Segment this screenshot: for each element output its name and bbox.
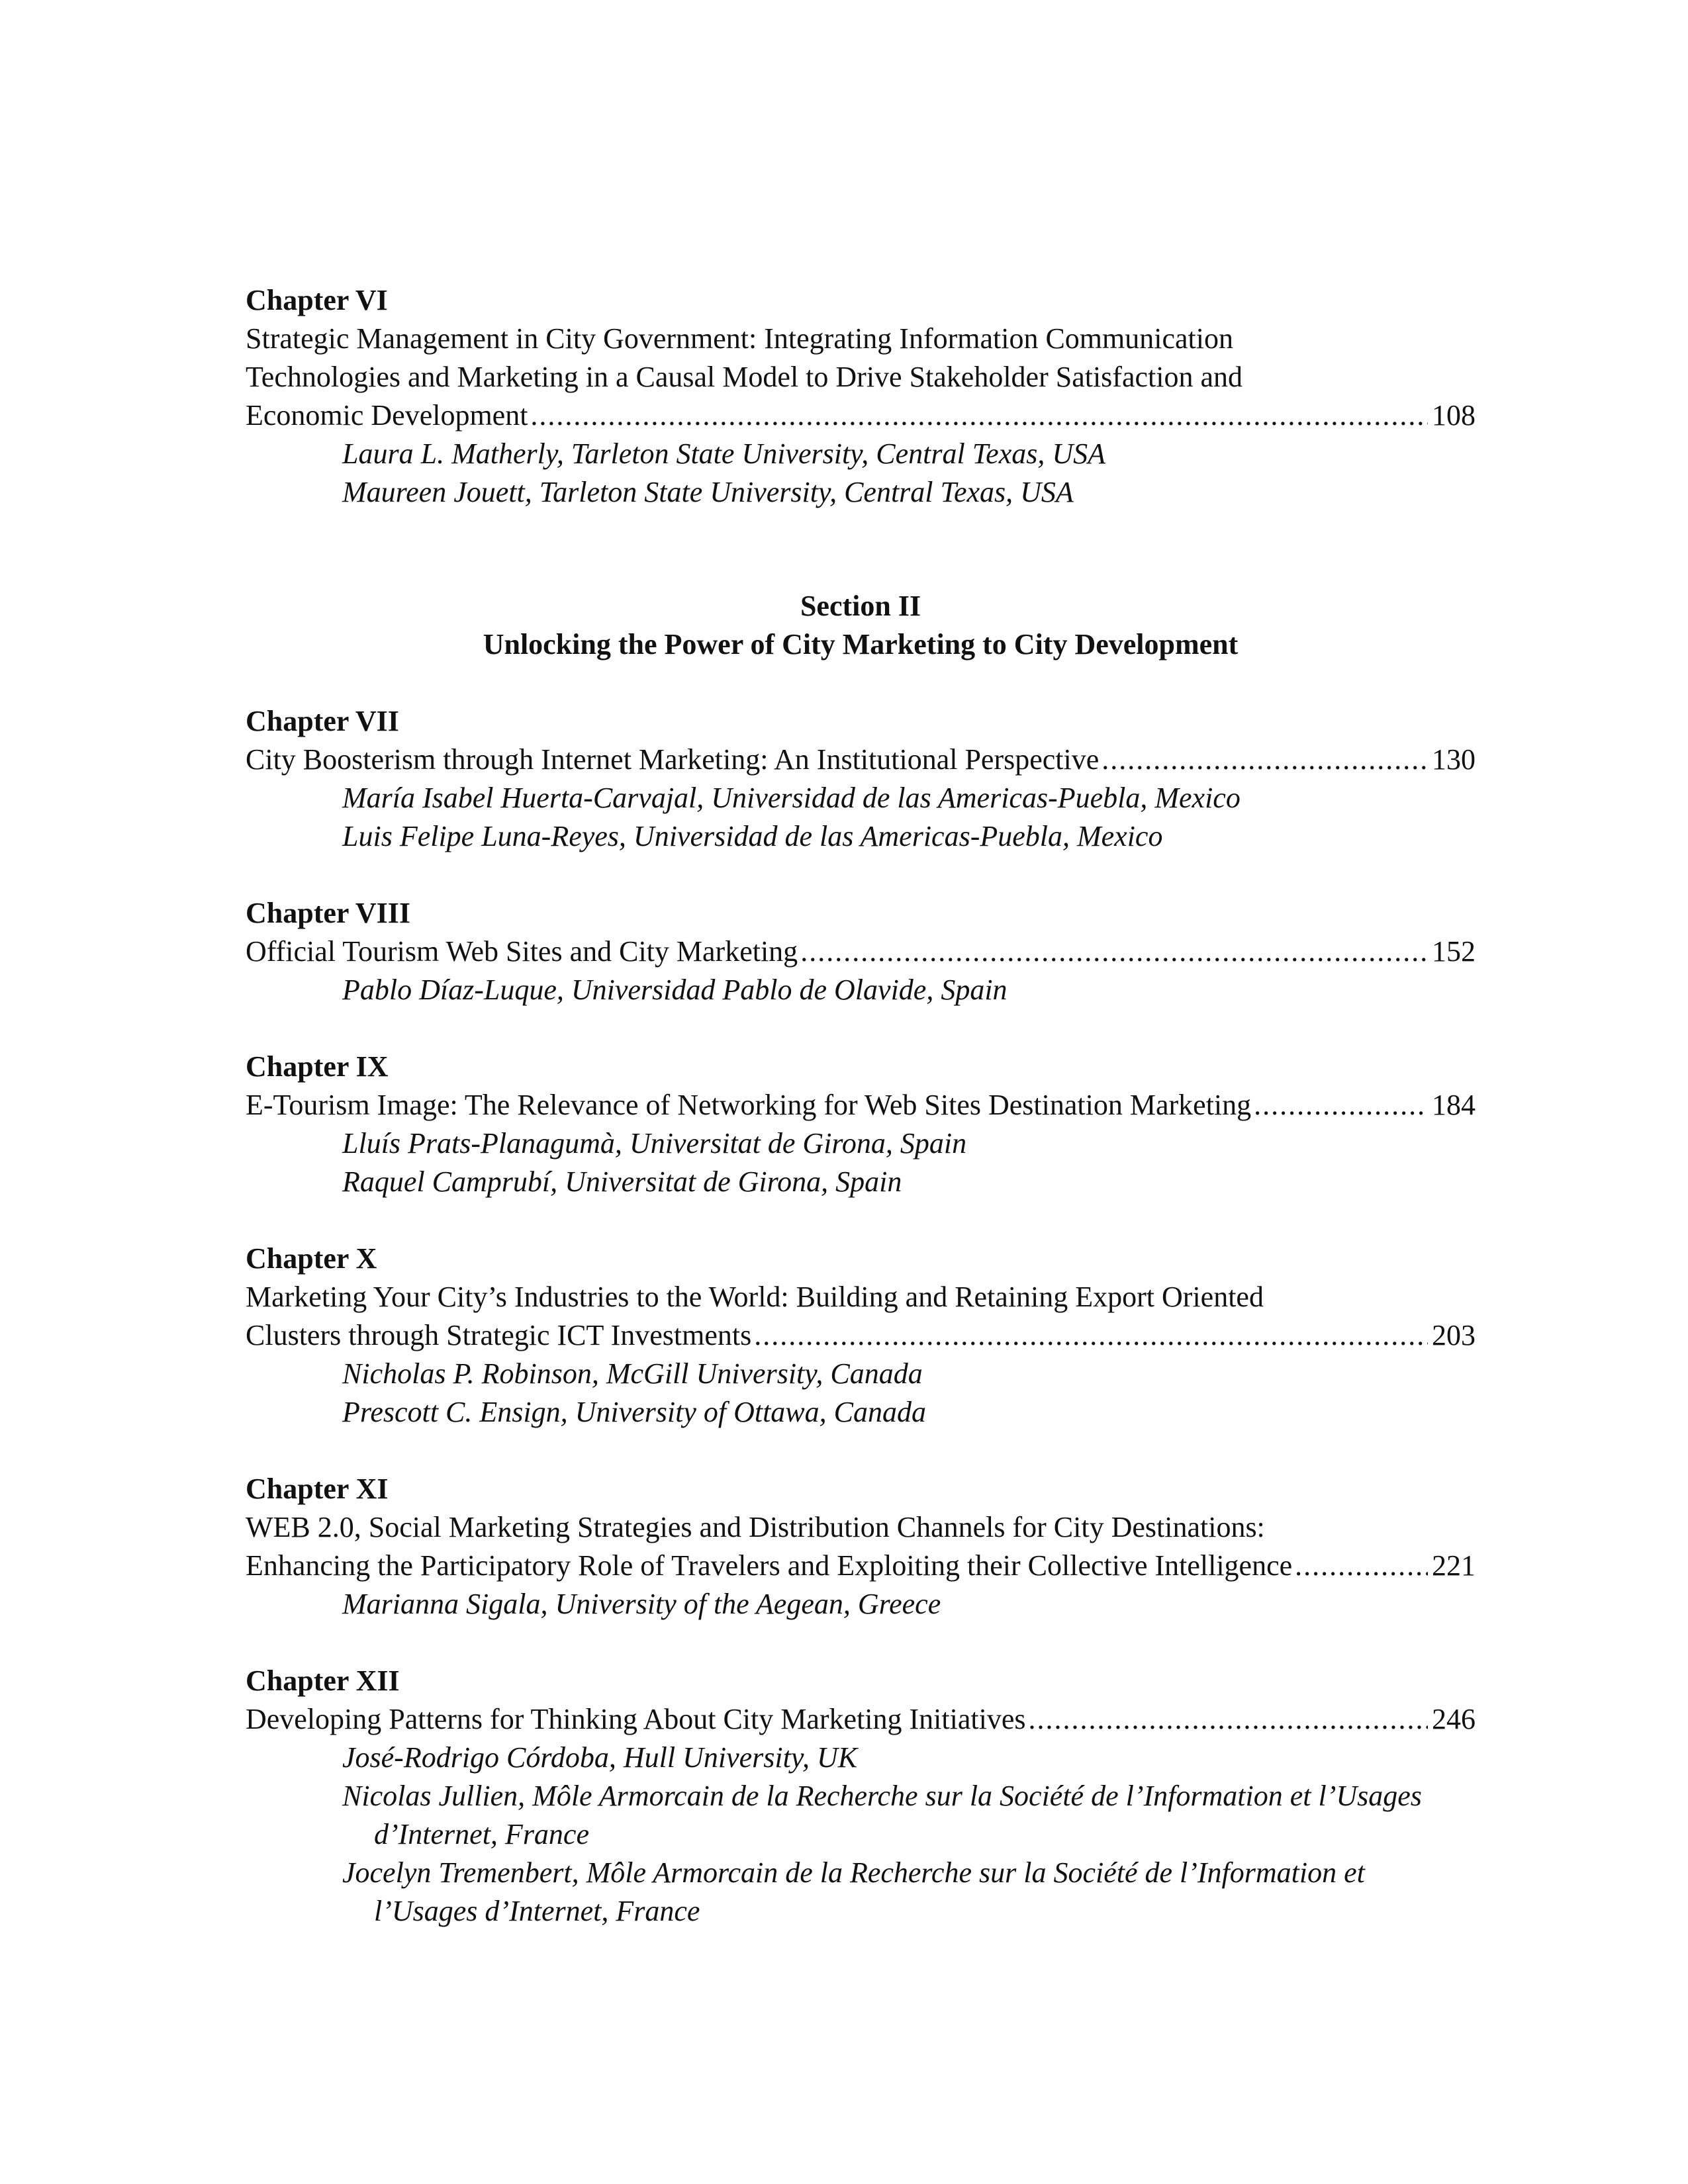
page-number: 130 [1432, 743, 1476, 776]
chapter-label: Chapter VI [246, 284, 388, 316]
chapter-author: Raquel Camprubí, Universitat de Girona, Spain [342, 1165, 902, 1198]
page-number: 203 [1432, 1319, 1476, 1351]
spacer [246, 1432, 1476, 1470]
spacer [246, 1201, 1476, 1240]
chapter-author: Prescott C. Ensign, University of Ottawa, Canada [342, 1396, 926, 1428]
toc-entry-chapter-x [246, 1240, 1476, 1432]
chapter-title-leader-row[interactable] [246, 1316, 1476, 1355]
chapter-label: Chapter VIII [246, 897, 410, 929]
section-heading [246, 587, 1476, 664]
chapter-author: Luis Felipe Luna-Reyes, Universidad de las Americas-Puebla, Mexico [342, 820, 1163, 852]
chapter-title-leader-row[interactable] [246, 1700, 1476, 1739]
chapter-title-leader-row[interactable] [246, 741, 1476, 779]
dot-leader [754, 1316, 1428, 1355]
chapter-label: Chapter XII [246, 1664, 400, 1697]
toc-page [246, 281, 1476, 1931]
chapter-author-wrapped [246, 1854, 1476, 1931]
chapter-author-wrapped [246, 1777, 1476, 1854]
dot-leader [530, 396, 1428, 435]
toc-entry-chapter-vi [246, 281, 1476, 512]
spacer [246, 1623, 1476, 1662]
toc-entry-chapter-vii [246, 702, 1476, 856]
spacer [246, 856, 1476, 894]
chapter-author: María Isabel Huerta-Carvajal, Universidad de las Americas-Puebla, Mexico [342, 782, 1241, 814]
chapter-label: Chapter X [246, 1242, 377, 1275]
chapter-author: Lluís Prats-Planagumà, Universitat de Girona, Spain [342, 1127, 967, 1160]
spacer [246, 1009, 1476, 1048]
page-number: 184 [1432, 1089, 1476, 1121]
chapter-title-line: Clusters through Strategic ICT Investments [246, 1319, 752, 1351]
toc-entry-chapter-xi [246, 1470, 1476, 1623]
toc-entry-chapter-viii [246, 894, 1476, 1009]
chapter-author: Maureen Jouett, Tarleton State University, Central Texas, USA [342, 476, 1074, 508]
chapter-label: Chapter XI [246, 1473, 389, 1505]
dot-leader [1254, 1086, 1428, 1124]
chapter-author-line: Nicolas Jullien, Môle Armorcain de la Recherche sur la Société de l’Information et l’Usages [342, 1780, 1422, 1812]
chapter-label: Chapter IX [246, 1050, 389, 1083]
chapter-author: Marianna Sigala, University of the Aegean, Greece [342, 1588, 941, 1620]
chapter-author-continuation: l’Usages d’Internet, France [374, 1895, 700, 1927]
chapter-title-line: E-Tourism Image: The Relevance of Networking for Web Sites Destination Marketing [246, 1089, 1252, 1121]
chapter-title-leader-row[interactable] [246, 396, 1476, 435]
dot-leader [1028, 1700, 1428, 1739]
toc-entry-chapter-xii [246, 1662, 1476, 1931]
chapter-title-line: Official Tourism Web Sites and City Marketing [246, 935, 798, 968]
chapter-author: Nicholas P. Robinson, McGill University, Canada [342, 1357, 923, 1390]
section-label: Section II [800, 590, 921, 622]
chapter-title-line: Developing Patterns for Thinking About City Marketing Initiatives [246, 1703, 1026, 1735]
chapter-label: Chapter VII [246, 705, 399, 737]
chapter-author: Pablo Díaz-Luque, Universidad Pablo de Olavide, Spain [342, 974, 1008, 1006]
chapter-author-continuation: d’Internet, France [374, 1818, 589, 1850]
chapter-author: Laura L. Matherly, Tarleton State University, Central Texas, USA [342, 437, 1106, 470]
chapter-title-leader-row[interactable] [246, 1086, 1476, 1124]
dot-leader [1102, 741, 1428, 779]
chapter-title-line: City Boosterism through Internet Marketing: An Institutional Perspective [246, 743, 1100, 776]
dot-leader [1295, 1547, 1428, 1585]
chapter-title-leader-row[interactable] [246, 933, 1476, 971]
chapter-title-line: Marketing Your City’s Industries to the World: Building and Retaining Export Oriented [246, 1281, 1264, 1313]
chapter-title-line: WEB 2.0, Social Marketing Strategies and Distribution Channels for City Destinations: [246, 1511, 1265, 1543]
chapter-author-line: Jocelyn Tremenbert, Môle Armorcain de la Recherche sur la Société de l’Information et [342, 1856, 1365, 1889]
chapter-title-line: Strategic Management in City Government: Integrating Information Communication [246, 322, 1233, 355]
page-number: 246 [1432, 1703, 1476, 1735]
page-number: 108 [1432, 399, 1476, 432]
chapter-title-line: Economic Development [246, 399, 528, 432]
chapter-title-leader-row[interactable] [246, 1547, 1476, 1585]
dot-leader [800, 933, 1428, 971]
section-title: Unlocking the Power of City Marketing to City Development [483, 628, 1239, 660]
toc-entry-chapter-ix [246, 1048, 1476, 1201]
chapter-title-line: Technologies and Marketing in a Causal Model to Drive Stakeholder Satisfaction and [246, 361, 1243, 393]
page-number: 152 [1432, 935, 1476, 968]
chapter-title-line: Enhancing the Participatory Role of Travelers and Exploiting their Collective Intelligence [246, 1549, 1293, 1582]
chapter-author: José-Rodrigo Córdoba, Hull University, UK [342, 1741, 858, 1774]
page-number: 221 [1432, 1549, 1476, 1582]
